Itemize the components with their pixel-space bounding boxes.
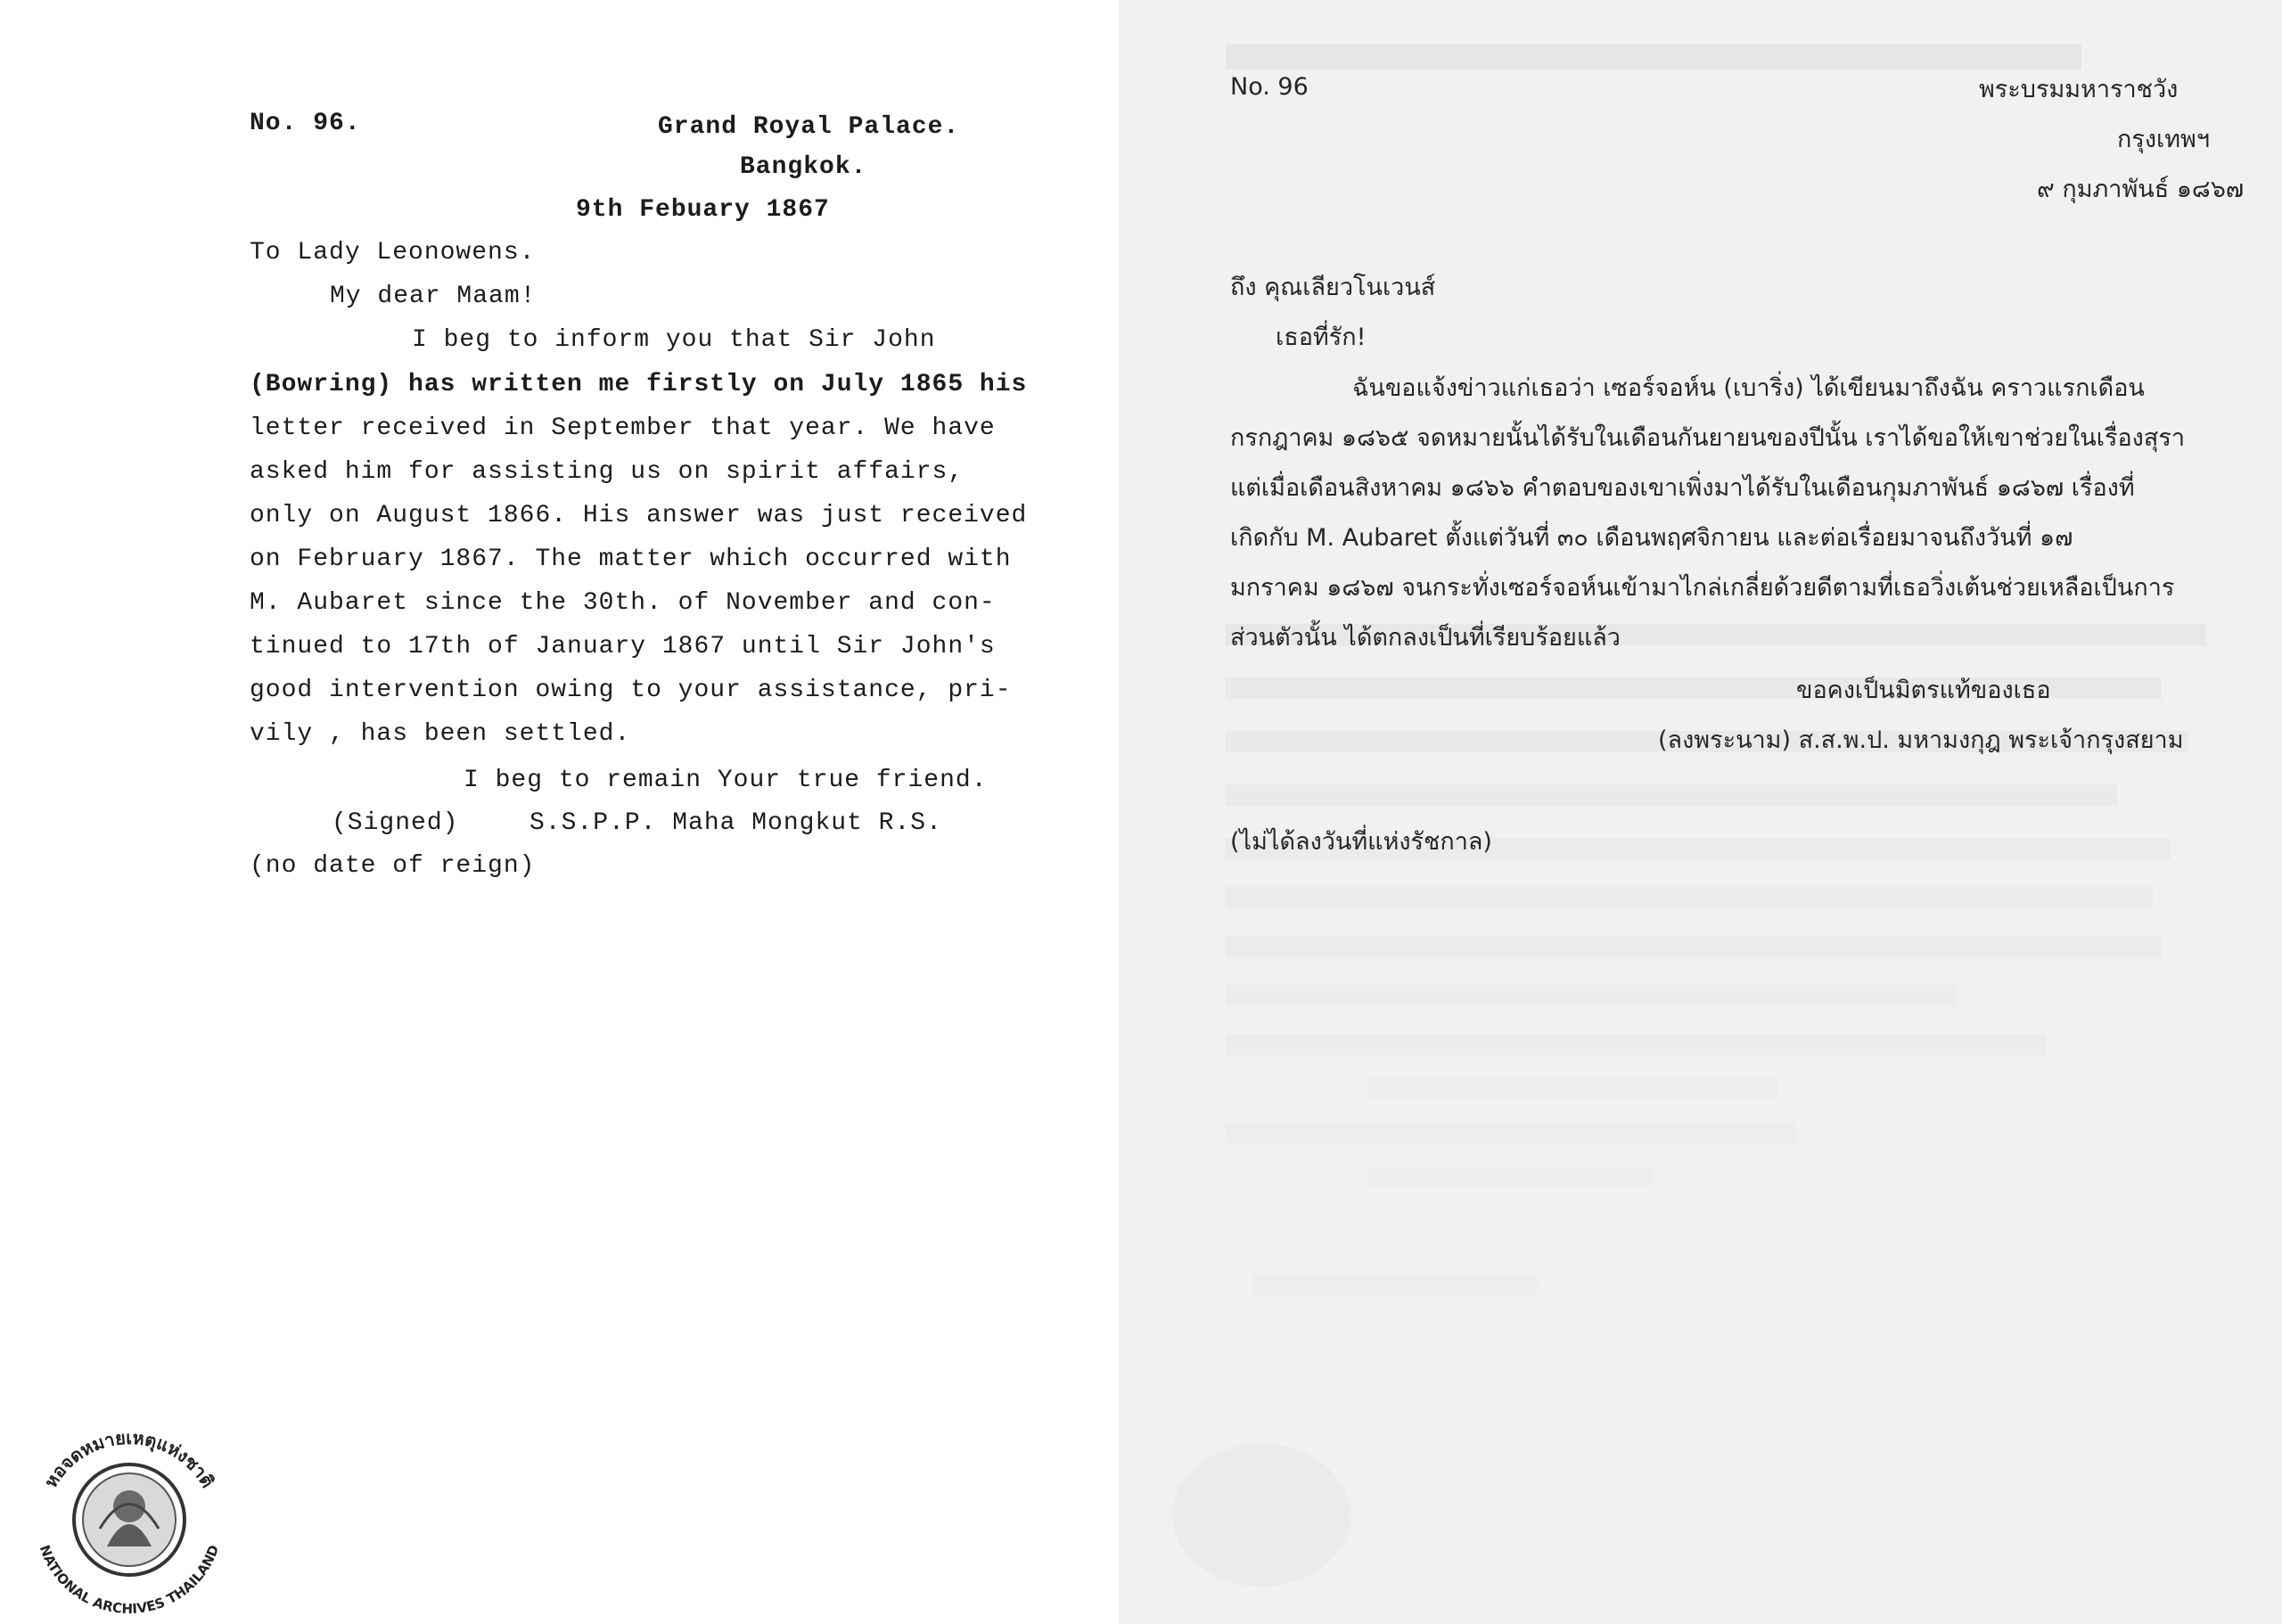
national-archives-stamp [18, 1395, 241, 1618]
signature: S.S.P.P. Maha Mongkut R.S. [529, 809, 942, 837]
letter-date: 9th Febuary 1867 [576, 196, 830, 224]
place-line-2-thai: กรุงเทพฯ [2117, 126, 2211, 153]
reign-note: (no date of reign) [250, 852, 536, 880]
stamp-bottom-text: NATIONAL ARCHIVES THAILAND [36, 1542, 223, 1618]
english-letter-page [0, 0, 1119, 1624]
body-line: good intervention owing to your assistance, pri- [250, 677, 1012, 704]
reign-note-thai: (ไม่ได้ลงวันที่แห่งรัชกาล) [1230, 828, 1492, 856]
salutation-thai: เธอที่รัก! [1276, 324, 1367, 351]
body-line: I beg to inform you that Sir John [412, 326, 936, 354]
stamp-top-text: หอจดหมายเหตุแห่งชาติ [39, 1426, 219, 1492]
signature-thai: (ลงพระนาม) ส.ส.พ.ป. มหามงกุฎ พระเจ้ากรุงสยาม [1658, 726, 2184, 754]
addressee-thai: ถึง คุณเลียวโนเวนส์ [1230, 274, 1436, 301]
closing-thai: ขอคงเป็นมิตรแท้ของเธอ [1796, 677, 2051, 704]
thai-letter-page [1119, 0, 2282, 1624]
place-line-1-thai: พระบรมมหาราชวัง [1979, 76, 2179, 103]
closing: I beg to remain Your true friend. [464, 767, 988, 794]
body-line: asked him for assisting us on spirit affairs, [250, 458, 965, 486]
body-line-thai: กรกฎาคม ๑๘๖๕ จดหมายนั้นได้รับในเดือนกันยายนของปีนั้น เราได้ขอให้เขาช่วยในเรื่องสุรา [1230, 424, 2186, 452]
salutation: My dear Maam! [330, 283, 537, 310]
body-line: letter received in September that year. We have [250, 414, 996, 442]
body-line-thai: มกราคม ๑๘๖๗ จนกระทั่งเซอร์จอห์นเข้ามาไกล่เกลี่ยด้วยดีตามที่เธอวิ่งเต้นช่วยเหลือเป็นการ [1230, 574, 2175, 602]
body-line-thai: ส่วนตัวนั้น ได้ตกลงเป็นที่เรียบร้อยแล้ว [1230, 624, 1621, 652]
letter-number-thai: No. 96 [1230, 73, 1309, 101]
letter-number: No. 96. [250, 110, 361, 137]
place-line-2: Bangkok. [740, 153, 867, 181]
body-line: vily , has been settled. [250, 720, 631, 748]
body-line-thai: ฉันขอแจ้งข่าวแก่เธอว่า เซอร์จอห์น (เบาริ่ง) ได้เขียนมาถึงฉัน คราวแรกเดือน [1352, 374, 2145, 402]
addressee: To Lady Leonowens. [250, 239, 536, 267]
signed-label: (Signed) [332, 809, 459, 837]
body-line-thai: เกิดกับ M. Aubaret ตั้งแต่วันที่ ๓๐ เดือนพฤศจิกายน และต่อเรื่อยมาจนถึงวันที่ ๑๗ [1230, 524, 2073, 552]
body-line: tinued to 17th of January 1867 until Sir John's [250, 633, 996, 660]
body-line: only on August 1866. His answer was just received [250, 502, 1028, 529]
body-line: (Bowring) has written me firstly on July 1865 his [250, 371, 1028, 398]
letter-date-thai: ๙ กุมภาพันธ์ ๑๘๖๗ [2037, 176, 2245, 203]
body-line: on February 1867. The matter which occurred with [250, 545, 1012, 573]
place-line-1: Grand Royal Palace. [658, 113, 960, 141]
body-line-thai: แต่เมื่อเดือนสิงหาคม ๑๘๖๖ คำตอบของเขาเพิ่งมาได้รับในเดือนกุมภาพันธ์ ๑๘๖๗ เรื่องที่ [1230, 474, 2135, 502]
body-line: M. Aubaret since the 30th. of November and con- [250, 589, 996, 617]
